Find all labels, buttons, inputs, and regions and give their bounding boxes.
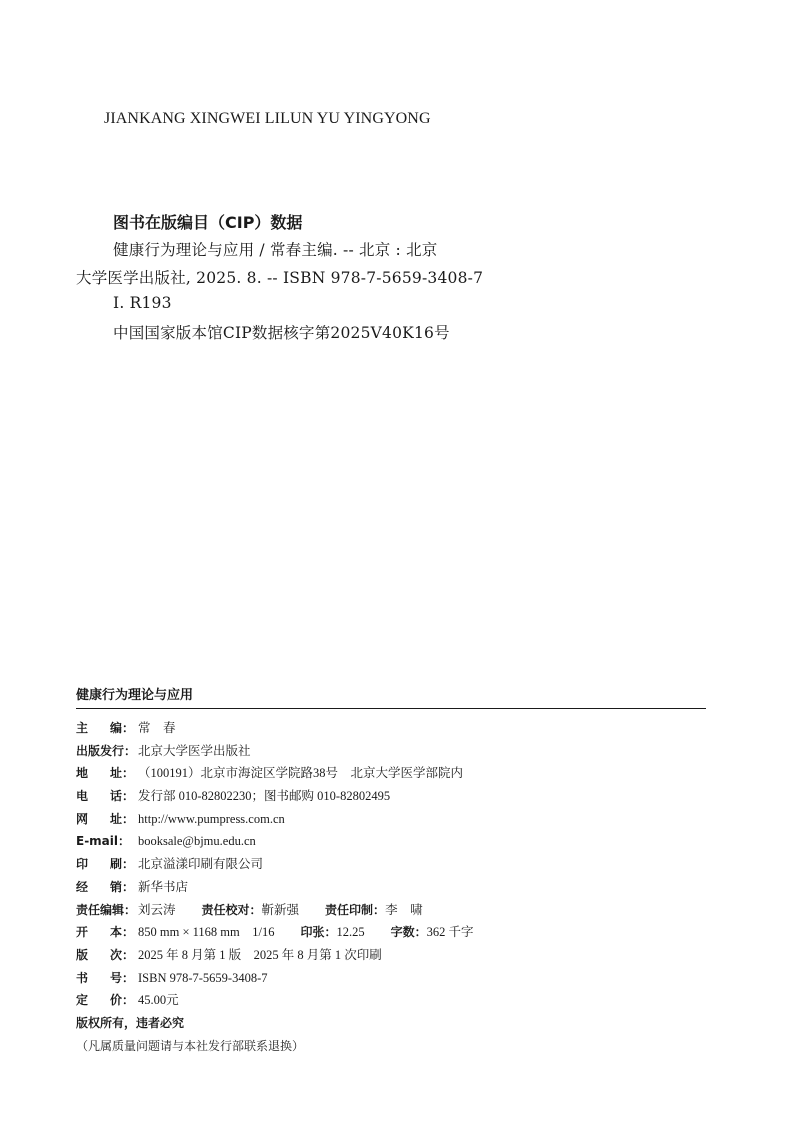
address-label-a: 地 xyxy=(76,766,89,781)
website-label-a: 网 xyxy=(76,811,89,826)
colophon xyxy=(76,686,706,1057)
phone-label-b: 话： xyxy=(109,789,134,804)
printer-label-b: 刷： xyxy=(109,857,134,872)
isbn-label-a: 书 xyxy=(76,970,89,985)
price-label-b: 价： xyxy=(109,993,134,1008)
price-label-a: 定 xyxy=(76,993,89,1008)
cip-line-3: Ⅰ. R193 xyxy=(113,294,172,312)
cip-line-4: 中国国家版本馆CIP数据核字第2025V40K16号 xyxy=(113,324,450,342)
rights-notice: 版权所有，违者必究 xyxy=(76,1015,185,1030)
cip-heading: 图书在版编目（CIP）数据 xyxy=(113,213,303,232)
phone-value: 发行部 010-82802230；图书邮购 010-82802495 xyxy=(138,789,391,804)
row-price xyxy=(76,989,706,1012)
row-staff xyxy=(76,899,706,922)
editor-label xyxy=(76,717,138,740)
row-website xyxy=(76,808,706,831)
cip-line-1: 健康行为理论与应用 / 常春主编. -- 北京 : 北京 xyxy=(113,241,438,259)
printer-label-a: 印 xyxy=(76,857,89,872)
row-printer xyxy=(76,853,706,876)
editor-label-a: 主 xyxy=(76,721,89,735)
price-label xyxy=(76,989,138,1012)
editor-value: 常 春 xyxy=(138,721,176,735)
address-value: （100191）北京市海淀区学院路38号 北京大学医学部院内 xyxy=(138,766,464,781)
row-note xyxy=(76,1035,706,1058)
row-distributor xyxy=(76,876,706,899)
sheets-value: 12.25 xyxy=(336,925,365,940)
colophon-title: 健康行为理论与应用 xyxy=(76,688,194,703)
phone-label xyxy=(76,785,138,808)
printer-label xyxy=(76,853,138,876)
staff-print-value: 李 啸 xyxy=(385,902,423,917)
row-publisher xyxy=(76,740,706,763)
email-label: E-mail： xyxy=(76,834,131,849)
staff-print-label: 责任印制： xyxy=(325,902,386,917)
row-phone xyxy=(76,785,706,808)
staff-editor-label: 责任编辑： xyxy=(76,902,137,917)
publisher-label: 出版发行： xyxy=(76,743,137,758)
staff-editor-value: 刘云涛 xyxy=(138,902,176,917)
edition-label-b: 次： xyxy=(109,947,134,962)
isbn-label xyxy=(76,967,138,990)
website-label-b: 址： xyxy=(109,811,134,826)
row-email xyxy=(76,830,706,853)
editor-label-b: 编： xyxy=(109,721,134,735)
distributor-label-b: 销： xyxy=(109,879,134,894)
row-address xyxy=(76,762,706,785)
row-editor xyxy=(76,717,706,740)
price-value: 45.00元 xyxy=(138,993,179,1008)
return-note: （凡属质量问题请与本社发行部联系退换） xyxy=(76,1038,305,1053)
words-value: 362 千字 xyxy=(426,925,474,940)
format-label xyxy=(76,921,138,944)
printer-value: 北京溢漾印刷有限公司 xyxy=(138,857,264,872)
sheets-label: 印张： xyxy=(300,925,337,940)
website-value: http://www.pumpress.com.cn xyxy=(138,811,285,826)
address-label xyxy=(76,762,138,785)
row-rights xyxy=(76,1012,706,1035)
distributor-label-a: 经 xyxy=(76,879,89,894)
words-label: 字数： xyxy=(390,925,427,940)
staff-proof-value: 靳新强 xyxy=(261,902,300,917)
format-label-a: 开 xyxy=(76,925,89,940)
address-label-b: 址： xyxy=(109,766,134,781)
colophon-rows xyxy=(76,717,706,1057)
edition-label xyxy=(76,944,138,967)
edition-value: 2025 年 8 月第 1 版 2025 年 8 月第 1 次印刷 xyxy=(138,947,382,962)
email-value: booksale@bjmu.edu.cn xyxy=(138,834,256,849)
edition-label-a: 版 xyxy=(76,947,89,962)
format-value: 850 mm × 1168 mm 1/16 xyxy=(138,925,275,940)
phone-label-a: 电 xyxy=(76,789,89,804)
row-edition xyxy=(76,944,706,967)
colophon-rule xyxy=(76,708,706,709)
row-format xyxy=(76,921,706,944)
distributor-label xyxy=(76,876,138,899)
distributor-value: 新华书店 xyxy=(138,879,189,894)
website-label xyxy=(76,808,138,831)
format-label-b: 本： xyxy=(109,925,134,940)
row-isbn xyxy=(76,967,706,990)
publisher-value: 北京大学医学出版社 xyxy=(138,743,251,758)
isbn-label-b: 号： xyxy=(109,970,134,985)
pinyin-title: JIANKANG XINGWEI LILUN YU YINGYONG xyxy=(104,110,431,127)
cip-line-2: 大学医学出版社, 2025. 8. -- ISBN 978-7-5659-3408-7 xyxy=(76,269,484,287)
isbn-value: ISBN 978-7-5659-3408-7 xyxy=(138,970,268,985)
staff-proof-label: 责任校对： xyxy=(201,902,262,917)
